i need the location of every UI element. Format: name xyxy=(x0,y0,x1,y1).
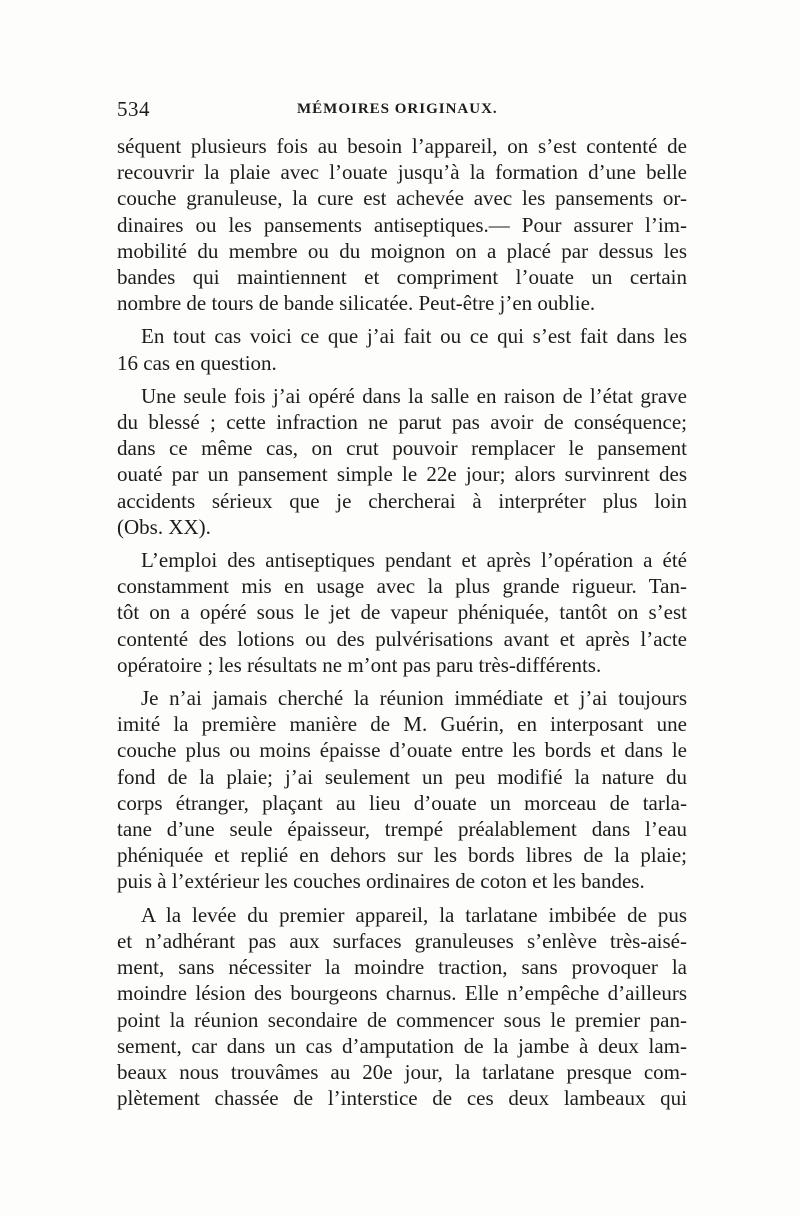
text-line: phéniquée et replié en dehors sur les bords libres de la plaie; xyxy=(117,843,687,868)
text-line: point la réunion secondaire de commencer sous le premier pan- xyxy=(117,1007,687,1032)
paragraph-3 xyxy=(117,383,687,540)
text-line: couche granuleuse, la cure est achevée avec les pansements or- xyxy=(117,186,687,211)
text-line: nombre de tours de bande silicatée. Peut-être j’en oublie. xyxy=(117,291,596,316)
text-line: tane d’une seule épaisseur, trempé préalablement dans l’eau xyxy=(117,817,687,842)
text-line: accidents sérieux que je chercherai à interpréter plus loin xyxy=(117,488,687,513)
text-line: corps étranger, plaçant au lieu d’ouate un morceau de tarla- xyxy=(117,790,687,815)
text-line: Une seule fois j’ai opéré dans la salle en raison de l’état grave xyxy=(141,383,687,408)
text-line: du blessé ; cette infraction ne parut pas avoir de conséquence; xyxy=(117,410,687,435)
paragraph-5 xyxy=(117,685,687,895)
text-line: tôt on a opéré sous le jet de vapeur phéniquée, tantôt on s’est xyxy=(117,600,687,625)
running-title: MÉMOIRES ORIGINAUX. xyxy=(297,101,498,117)
text-line: ouaté par un pansement simple le 22e jour; alors survinrent des xyxy=(117,462,687,487)
text-line: A la levée du premier appareil, la tarlatane imbibée de pus xyxy=(141,902,687,927)
text-line: imité la première manière de M. Guérin, en interposant une xyxy=(117,712,687,737)
paragraph-1 xyxy=(117,133,687,316)
text-line: puis à l’extérieur les couches ordinaires de coton et les bandes. xyxy=(117,869,645,894)
text-line: ment, sans nécessiter la moindre traction, sans provoquer la xyxy=(117,955,687,980)
text-line: Je n’ai jamais cherché la réunion immédiate et j’ai toujours xyxy=(141,686,687,711)
text-line: couche plus ou moins épaisse d’ouate entre les bords et dans le xyxy=(117,738,687,763)
text-line: 16 cas en question. xyxy=(117,350,277,375)
running-head xyxy=(117,97,687,127)
text-line: sement, car dans un cas d’amputation de la jambe à deux lam- xyxy=(117,1033,687,1058)
text-line: moindre lésion des bourgeons charnus. Elle n’empêche d’ailleurs xyxy=(117,981,687,1006)
body-text xyxy=(117,133,687,1118)
text-line: et n’adhérant pas aux surfaces granuleuses s’enlève très-aisé- xyxy=(117,928,687,953)
text-line: fond de la plaie; j’ai seulement un peu modifié la nature du xyxy=(117,764,687,789)
text-line: constamment mis en usage avec la plus grande rigueur. Tan- xyxy=(117,574,687,599)
text-line: dans ce même cas, on crut pouvoir remplacer le pansement xyxy=(117,436,687,461)
text-line: (Obs. XX). xyxy=(117,514,211,539)
text-line: plètement chassée de l’interstice de ces deux lambeaux qui xyxy=(117,1086,687,1111)
text-line: bandes qui maintiennent et compriment l’ouate un certain xyxy=(117,265,687,290)
text-line: En tout cas voici ce que j’ai fait ou ce qui s’est fait dans les xyxy=(141,324,687,349)
text-line: mobilité du membre ou du moignon on a placé par dessus les xyxy=(117,238,687,263)
text-line: L’emploi des antiseptiques pendant et après l’opération a été xyxy=(141,548,687,573)
paragraph-6 xyxy=(117,902,687,1112)
page-number: 534 xyxy=(117,97,150,121)
paragraph-4 xyxy=(117,547,687,678)
text-line: recouvrir la plaie avec l’ouate jusqu’à la formation d’une belle xyxy=(117,160,687,185)
paragraph-2 xyxy=(117,323,687,375)
text-line: opératoire ; les résultats ne m’ont pas paru très-différents. xyxy=(117,652,602,677)
text-line: beaux nous trouvâmes au 20e jour, la tarlatane presque com- xyxy=(117,1059,687,1084)
text-line: séquent plusieurs fois au besoin l’appareil, on s’est contenté de xyxy=(117,134,687,158)
text-line: contenté des lotions ou des pulvérisations avant et après l’acte xyxy=(117,626,687,651)
text-line: dinaires ou les pansements antiseptiques.— Pour assurer l’im- xyxy=(117,212,687,237)
